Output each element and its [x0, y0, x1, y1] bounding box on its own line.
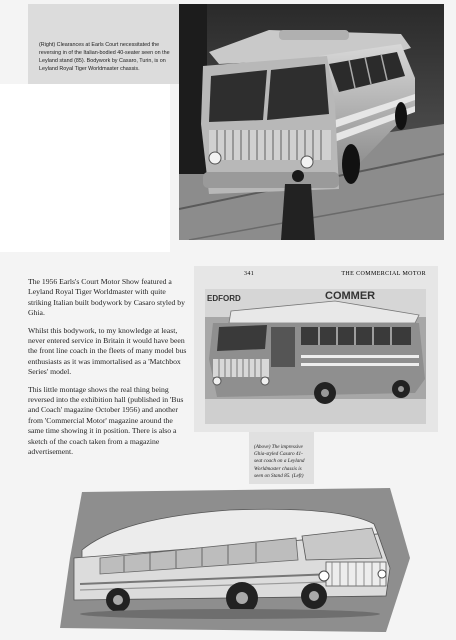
sketch-coach-illustration: [60, 488, 410, 632]
reversing-coach-illustration: [179, 4, 444, 240]
article-paragraph: This little montage shows the real thing being reversed into the exhibition hall (published in 'Bus and Coach' magazine October 1956) and another from 'Commercial Motor' magazine around the same time showing it in position. There is also a sketch of the coach taken from a magazine advertisement.: [28, 384, 184, 457]
top-photo-caption-text: (Right) Clearances at Earls Court necessitated the reversing in of the Italian-bodied 40-seater seen on the Leyland stand (85). Bodywork by Casaro, Turin, is on Leyland Royal Tiger Worldmaster chassis.: [39, 42, 170, 73]
top-photo-caption: [28, 4, 179, 84]
stand-coach-photo: [205, 289, 426, 424]
reversing-coach-photo: [179, 4, 444, 240]
stand-coach-illustration: [205, 289, 426, 424]
article-paragraph: Whilst this bodywork, to my knowledge at least, never entered service in Britain it would have been the front line coach in the fleets of many model bus enthusiasts as it was immortalised as a 'Matchbox Series' model.: [28, 325, 187, 377]
magazine-photo-caption: [249, 432, 314, 484]
article-paragraph: The 1956 Earls's Court Motor Show featured a Leyland Royal Tiger Worldmaster with quite striking Italian built bodywork by Casaro styled by Ghia.: [28, 277, 185, 318]
advertisement-sketch: [60, 488, 410, 632]
sign-commer: COMMER: [325, 290, 376, 302]
clipping-header: [194, 266, 438, 288]
article-body: [28, 277, 190, 465]
clipping-page-number: 341: [244, 271, 255, 277]
clipping-magazine-name: THE COMMERCIAL MOTOR: [341, 271, 426, 277]
white-column-panel: [0, 84, 170, 252]
sign-edford: EDFORD: [207, 294, 241, 303]
magazine-clipping: [194, 266, 438, 432]
magazine-photo-caption-text: (Above) The impressive Ghia-styled Casaro 41-seat coach on a Leyland Worldmaster chassis is seen on Stand 85. (Left): [254, 444, 305, 479]
